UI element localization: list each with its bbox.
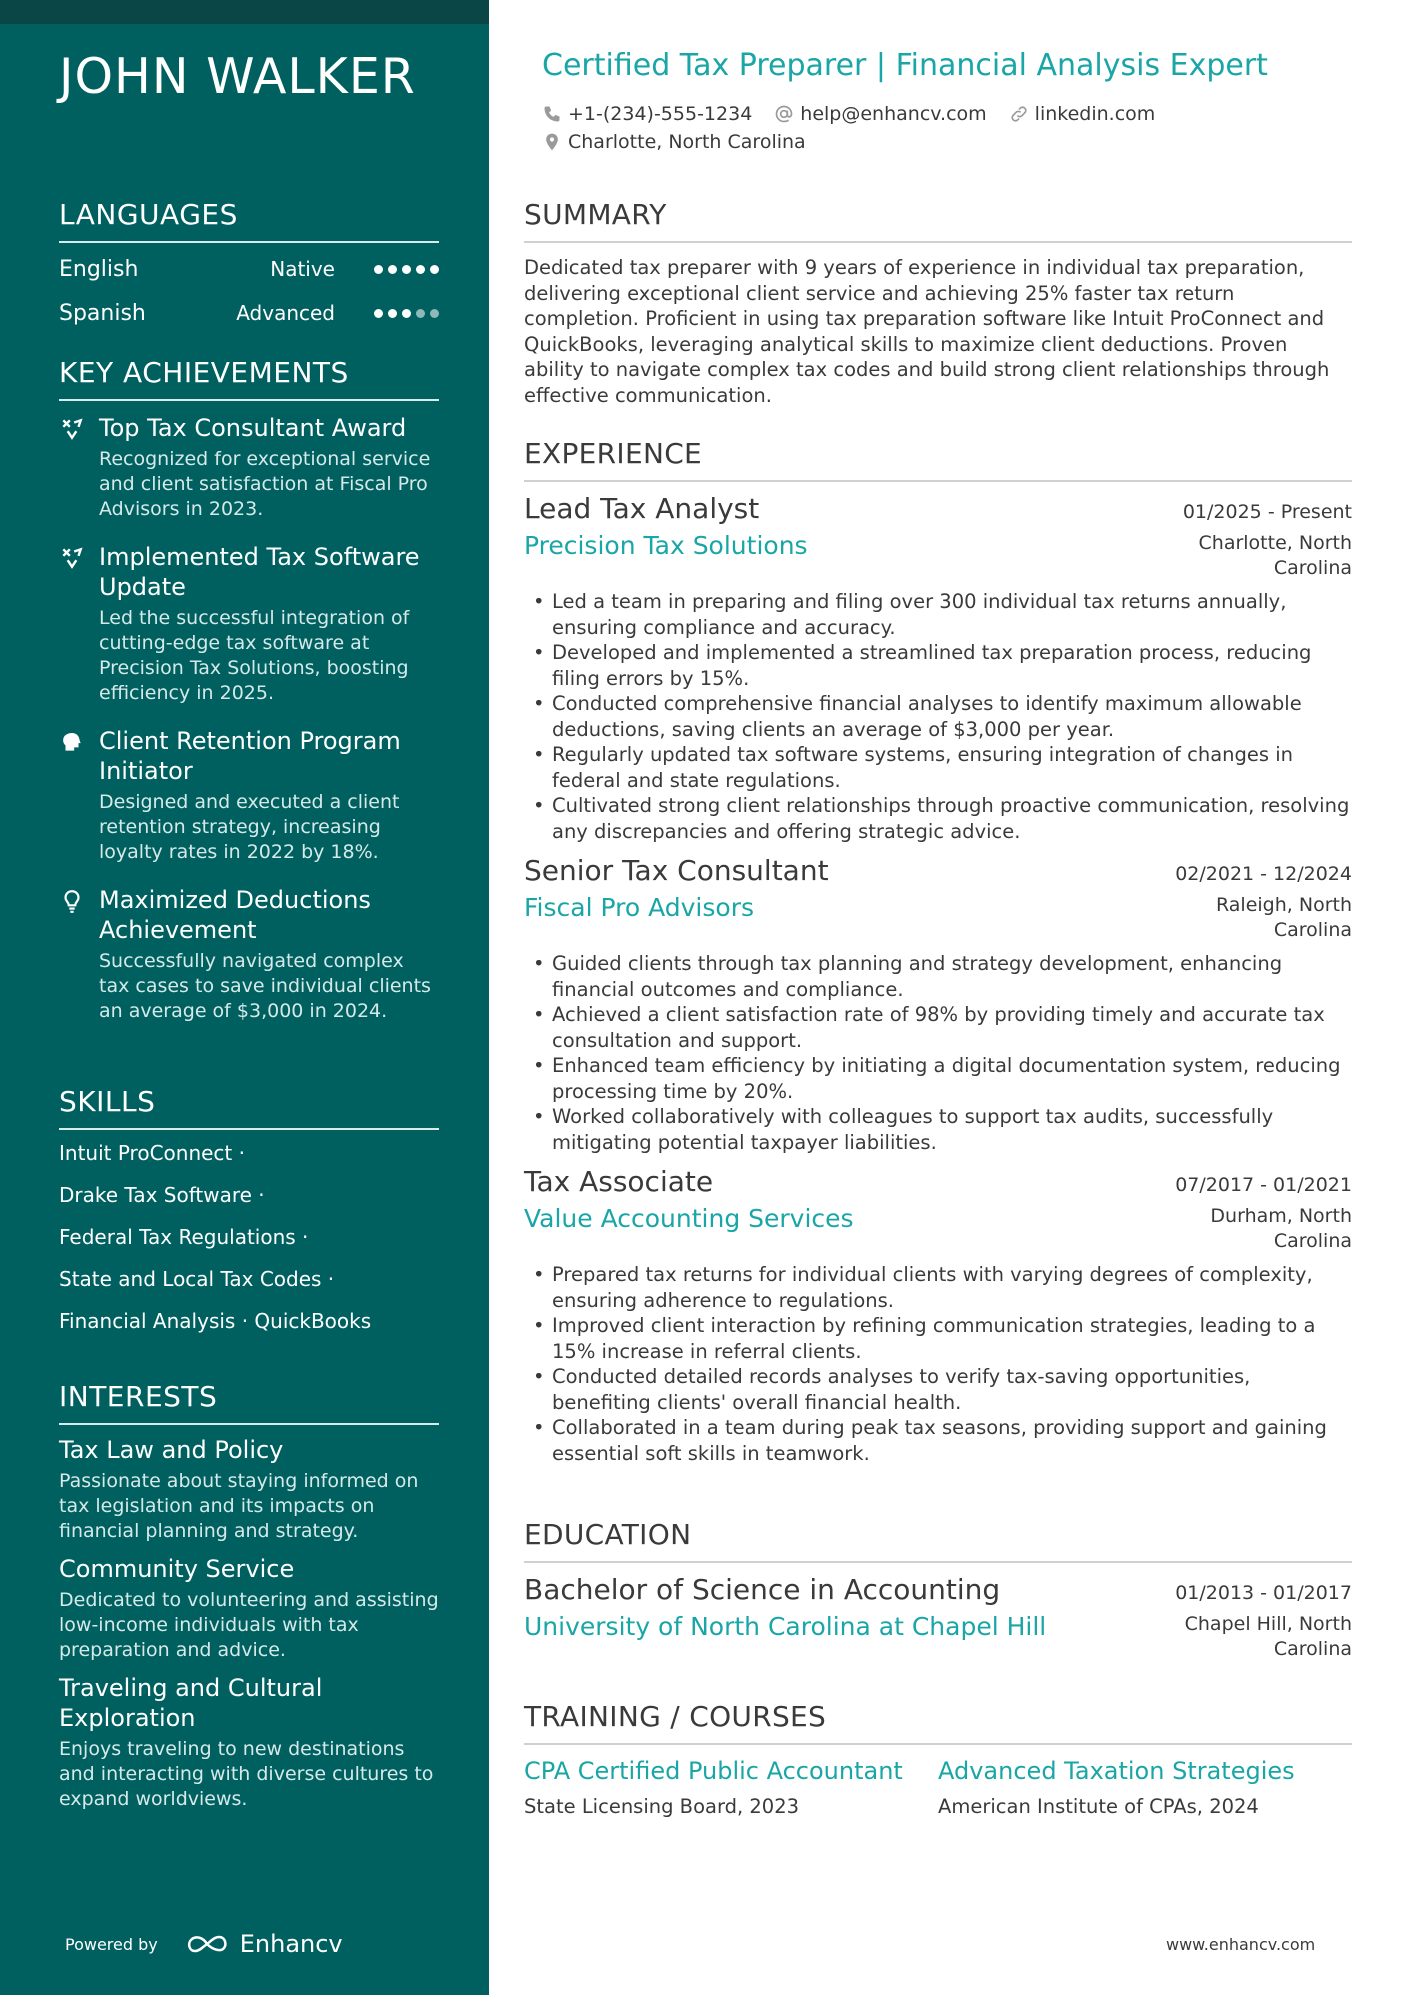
location-contact xyxy=(542,131,806,153)
achievement-description: Recognized for exceptional service and client satisfaction at Fiscal Pro Advisors in 2023. xyxy=(99,448,431,520)
education-heading: EDUCATION xyxy=(524,1518,1352,1563)
achievement-item xyxy=(59,885,439,1024)
job-location: Charlotte, North Carolina xyxy=(1198,532,1352,579)
achievement-title: Implemented Tax Software Update xyxy=(99,543,420,601)
experience-item xyxy=(524,854,1352,1155)
powered-by xyxy=(65,1930,343,1958)
education-date: 01/2013 - 01/2017 xyxy=(1175,1582,1352,1604)
phone-text: +1-(234)-555-1234 xyxy=(568,103,753,125)
job-company: Fiscal Pro Advisors xyxy=(524,893,754,922)
job-location: Raleigh, North Carolina xyxy=(1216,894,1352,941)
job-title: Lead Tax Analyst xyxy=(524,492,760,525)
proficiency-dot xyxy=(416,309,425,318)
summary-section xyxy=(524,198,1352,408)
achievement-title: Maximized Deductions Achievement xyxy=(99,886,371,944)
contact-info xyxy=(542,100,1155,156)
experience-heading: EXPERIENCE xyxy=(524,437,1352,482)
language-item xyxy=(59,291,439,335)
achievement-item xyxy=(59,542,439,706)
location-text: Charlotte, North Carolina xyxy=(568,131,806,153)
achievement-description: Successfully navigated complex tax cases to save individual clients an average of $3,000 in 2024. xyxy=(99,950,431,1022)
job-bullet: • Collaborated in a team during peak tax seasons, providing support and gaining essential soft skills in teamwork. xyxy=(524,1415,1352,1466)
job-company: Value Accounting Services xyxy=(524,1204,854,1233)
interest-title: Tax Law and Policy xyxy=(59,1436,284,1464)
job-bullets xyxy=(524,951,1352,1155)
language-name: Spanish xyxy=(59,300,146,326)
job-bullet: • Improved client interaction by refining communication strategies, leading to a 15% increase in referral clients. xyxy=(524,1313,1352,1364)
job-bullet: • Enhanced team efficiency by initiating a digital documentation system, reducing processing time by 20%. xyxy=(524,1053,1352,1104)
interest-title: Community Service xyxy=(59,1555,295,1583)
job-bullets xyxy=(524,1262,1352,1466)
email-text: help@enhancv.com xyxy=(800,103,987,125)
degree-title: Bachelor of Science in Accounting xyxy=(524,1573,1001,1606)
summary-heading: SUMMARY xyxy=(524,198,1352,243)
phone-contact[interactable] xyxy=(542,103,752,125)
skills-section xyxy=(59,1085,439,1342)
proficiency-dots xyxy=(367,309,439,318)
education-location: Chapel Hill, North Carolina xyxy=(1184,1613,1352,1660)
job-date: 02/2021 - 12/2024 xyxy=(1175,863,1352,885)
job-location: Durham, North Carolina xyxy=(1210,1205,1352,1252)
languages-heading: LANGUAGES xyxy=(59,198,439,243)
course-org: American Institute of CPAs, 2024 xyxy=(938,1795,1259,1818)
training-section xyxy=(524,1700,1352,1818)
summary-text: Dedicated tax preparer with 9 years of experience in individual tax preparation, delivering exceptional client service and achieving 25% faster tax return completion. Proficient in using tax preparation software like Intuit ProConnect and QuickBooks, leveraging analytical skills to maximize client deductions. Proven ability to navigate complex tax codes and build strong client relationships through effective communication. xyxy=(524,256,1330,407)
job-bullet: • Worked collaboratively with colleagues to support tax audits, successfully mitigating potential taxpayer liabilities. xyxy=(524,1104,1352,1155)
experience-item xyxy=(524,492,1352,844)
education-section xyxy=(524,1518,1352,1662)
language-item xyxy=(59,247,439,291)
language-level: Native xyxy=(270,257,335,281)
skill-item: Federal Tax Regulations · xyxy=(59,1225,309,1249)
achievement-item xyxy=(59,413,439,522)
job-bullet: • Prepared tax returns for individual clients with varying degrees of complexity, ensuring adherence to regulations. xyxy=(524,1262,1352,1313)
achievements-section xyxy=(59,356,439,1024)
sidebar-top-bar xyxy=(0,0,489,24)
training-heading: TRAINING / COURSES xyxy=(524,1700,1352,1745)
enhancv-logo-text: Enhancv xyxy=(239,1930,343,1958)
proficiency-dots xyxy=(367,265,439,274)
enhancv-logo[interactable] xyxy=(184,1930,343,1958)
language-level: Advanced xyxy=(236,301,335,325)
proficiency-dot xyxy=(388,309,397,318)
at-sign-icon xyxy=(774,104,794,124)
job-bullet: • Cultivated strong client relationships through proactive communication, resolving any discrepancies and offering strategic advice. xyxy=(524,793,1352,844)
proficiency-dot xyxy=(402,309,411,318)
achievement-description: Designed and executed a client retention strategy, increasing loyalty rates in 2022 by 18%. xyxy=(99,791,400,863)
link-icon xyxy=(1009,104,1029,124)
location-pin-icon xyxy=(542,132,562,152)
skill-item: Financial Analysis · QuickBooks xyxy=(59,1309,372,1333)
email-contact[interactable] xyxy=(774,103,986,125)
experience-section xyxy=(524,437,1352,1466)
proficiency-dot xyxy=(416,265,425,274)
job-title: Tax Associate xyxy=(524,1165,714,1198)
achievement-description: Led the successful integration of cutting-edge tax software at Precision Tax Solutions, boosting efficiency in 2025. xyxy=(99,607,410,704)
skill-item: Drake Tax Software · xyxy=(59,1183,265,1207)
languages-section xyxy=(59,198,439,335)
headline: Certified Tax Preparer | Financial Analysis Expert xyxy=(542,48,1268,83)
candidate-name: JOHN WALKER xyxy=(59,48,416,105)
job-bullet: • Led a team in preparing and filing over 300 individual tax returns annually, ensuring compliance and accuracy. xyxy=(524,589,1352,640)
lightbulb-icon xyxy=(59,888,85,914)
linkedin-text: linkedin.com xyxy=(1034,103,1156,125)
job-bullets xyxy=(524,589,1352,844)
job-bullet: • Regularly updated tax software systems, ensuring integration of changes in federal and state regulations. xyxy=(524,742,1352,793)
language-name: English xyxy=(59,256,139,282)
interest-item xyxy=(59,1554,439,1663)
brain-icon xyxy=(59,729,85,755)
skill-item: Intuit ProConnect · xyxy=(59,1141,245,1165)
interest-description: Passionate about staying informed on tax legislation and its impacts on financial planning and strategy. xyxy=(59,1470,419,1542)
proficiency-dot xyxy=(374,309,383,318)
course-title: Advanced Taxation Strategies xyxy=(938,1757,1295,1785)
job-bullet: • Conducted detailed records analyses to verify tax-saving opportunities, benefiting clients' overall financial health. xyxy=(524,1364,1352,1415)
achievement-title: Client Retention Program Initiator xyxy=(99,727,401,785)
skills-heading: SKILLS xyxy=(59,1085,439,1130)
proficiency-dot xyxy=(374,265,383,274)
course-item xyxy=(938,1757,1352,1818)
job-bullet: • Conducted comprehensive financial analyses to identify maximum allowable deductions, saving clients an average of $3,000 per year. xyxy=(524,691,1352,742)
job-date: 01/2025 - Present xyxy=(1182,501,1352,523)
interests-section xyxy=(59,1380,439,1812)
job-company: Precision Tax Solutions xyxy=(524,531,808,560)
interest-item xyxy=(59,1673,439,1812)
phone-icon xyxy=(542,104,562,124)
sidebar xyxy=(0,0,489,1995)
job-bullet: • Guided clients through tax planning and strategy development, enhancing financial outcomes and compliance. xyxy=(524,951,1352,1002)
job-bullet: • Achieved a client satisfaction rate of 98% by providing timely and accurate tax consultation and support. xyxy=(524,1002,1352,1053)
interest-description: Dedicated to volunteering and assisting low-income individuals with tax preparation and advice. xyxy=(59,1589,439,1661)
job-date: 07/2017 - 01/2021 xyxy=(1175,1174,1352,1196)
proficiency-dot xyxy=(430,265,439,274)
job-bullet: • Developed and implemented a streamlined tax preparation process, reducing filing errors by 15%. xyxy=(524,640,1352,691)
powered-by-label: Powered by xyxy=(65,1934,158,1954)
trophy-icon xyxy=(59,416,85,442)
course-title: CPA Certified Public Accountant xyxy=(524,1757,903,1785)
experience-item xyxy=(524,1165,1352,1466)
interest-description: Enjoys traveling to new destinations and interacting with diverse cultures to expand worldviews. xyxy=(59,1738,434,1810)
course-item xyxy=(524,1757,938,1818)
interest-title: Traveling and Cultural Exploration xyxy=(59,1674,323,1732)
proficiency-dot xyxy=(388,265,397,274)
achievement-title: Top Tax Consultant Award xyxy=(99,414,407,442)
job-title: Senior Tax Consultant xyxy=(524,854,829,887)
achievements-heading: KEY ACHIEVEMENTS xyxy=(59,356,439,401)
trophy-icon xyxy=(59,545,85,571)
achievement-item xyxy=(59,726,439,865)
website-link[interactable]: www.enhancv.com xyxy=(1166,1935,1316,1954)
course-org: State Licensing Board, 2023 xyxy=(524,1795,800,1818)
school-name: University of North Carolina at Chapel Hill xyxy=(524,1612,1047,1641)
enhancv-logo-icon xyxy=(184,1932,230,1956)
linkedin-contact[interactable] xyxy=(1009,103,1156,125)
education-item xyxy=(524,1573,1352,1662)
proficiency-dot xyxy=(402,265,411,274)
interests-heading: INTERESTS xyxy=(59,1380,439,1425)
skill-item: State and Local Tax Codes · xyxy=(59,1267,335,1291)
proficiency-dot xyxy=(430,309,439,318)
interest-item xyxy=(59,1435,439,1544)
